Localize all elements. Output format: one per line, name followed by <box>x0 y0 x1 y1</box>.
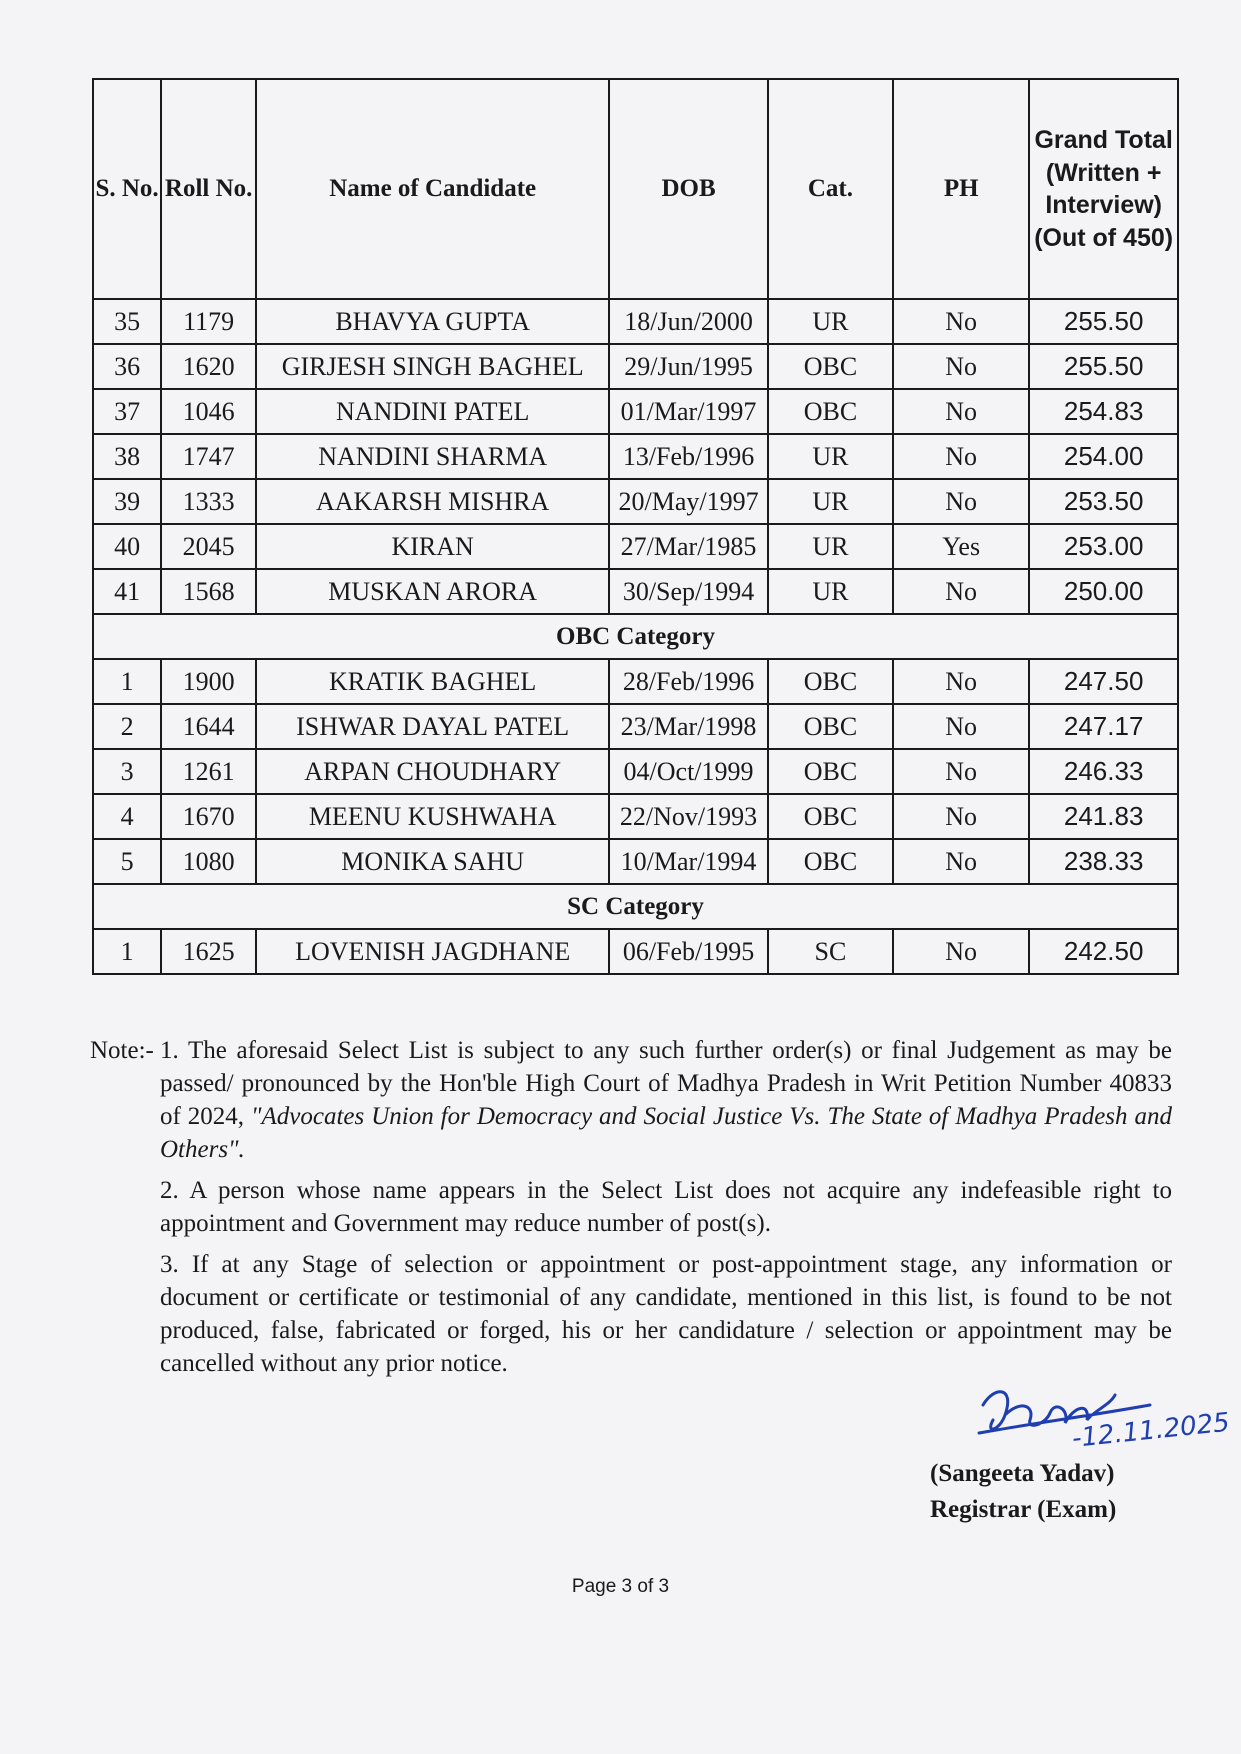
page-number: Page 3 of 3 <box>571 1576 670 1597</box>
cell-grand-total: 254.83 <box>1029 389 1178 434</box>
cell-grand-total: 246.33 <box>1029 749 1178 794</box>
table-row <box>93 389 1178 434</box>
handwritten-signature <box>975 1375 1235 1455</box>
cell-roll: 1747 <box>161 434 256 479</box>
cell-dob: 28/Feb/1996 <box>609 659 768 704</box>
table-row <box>93 344 1178 389</box>
cell-grand-total: 242.50 <box>1029 929 1178 974</box>
cell-sno: 1 <box>93 929 161 974</box>
header-dob: DOB <box>609 79 768 299</box>
cell-grand-total: 247.17 <box>1029 704 1178 749</box>
cell-ph: No <box>893 569 1029 614</box>
signatory-block <box>930 1456 1116 1528</box>
table-row <box>93 794 1178 839</box>
obc-rows <box>93 659 1178 884</box>
cell-sno: 3 <box>93 749 161 794</box>
cell-dob: 18/Jun/2000 <box>609 299 768 344</box>
cell-ph: No <box>893 749 1029 794</box>
cell-candidate-name: AAKARSH MISHRA <box>256 479 609 524</box>
cell-dob: 27/Mar/1985 <box>609 524 768 569</box>
cell-roll: 1333 <box>161 479 256 524</box>
cell-sno: 5 <box>93 839 161 884</box>
sc-section <box>93 884 1178 929</box>
cell-roll: 1080 <box>161 839 256 884</box>
cell-sno: 39 <box>93 479 161 524</box>
notes-section <box>90 1034 1172 1388</box>
table-row <box>93 839 1178 884</box>
cell-sno: 2 <box>93 704 161 749</box>
cell-sno: 4 <box>93 794 161 839</box>
table-row <box>93 929 1178 974</box>
cell-candidate-name: KRATIK BAGHEL <box>256 659 609 704</box>
cell-roll: 1670 <box>161 794 256 839</box>
cell-ph: No <box>893 389 1029 434</box>
note-lead: Note:- <box>90 1037 154 1064</box>
cell-sno: 40 <box>93 524 161 569</box>
cell-dob: 22/Nov/1993 <box>609 794 768 839</box>
cell-category: OBC <box>768 749 893 794</box>
cell-sno: 37 <box>93 389 161 434</box>
cell-category: OBC <box>768 389 893 434</box>
cell-grand-total: 253.00 <box>1029 524 1178 569</box>
cell-roll: 1900 <box>161 659 256 704</box>
ur-rows <box>93 299 1178 614</box>
table-row <box>93 659 1178 704</box>
note-1 <box>90 1034 1172 1166</box>
table-row <box>93 434 1178 479</box>
cell-grand-total: 253.50 <box>1029 479 1178 524</box>
cell-grand-total: 250.00 <box>1029 569 1178 614</box>
cell-roll: 1620 <box>161 344 256 389</box>
note-1-case-title: "Advocates Union for Democracy and Social Justice Vs. The State of Madhya Pradesh and Others". <box>160 1103 1172 1163</box>
cell-roll: 1179 <box>161 299 256 344</box>
cell-roll: 1568 <box>161 569 256 614</box>
cell-grand-total: 241.83 <box>1029 794 1178 839</box>
cell-candidate-name: LOVENISH JAGDHANE <box>256 929 609 974</box>
table-row <box>93 299 1178 344</box>
cell-grand-total: 254.00 <box>1029 434 1178 479</box>
cell-category: SC <box>768 929 893 974</box>
cell-dob: 01/Mar/1997 <box>609 389 768 434</box>
cell-dob: 23/Mar/1998 <box>609 704 768 749</box>
cell-grand-total: 238.33 <box>1029 839 1178 884</box>
cell-category: OBC <box>768 659 893 704</box>
note-1-text: 1. The aforesaid Select List is subject to any such further order(s) or final Judgement as may be passed/ pronounced by the Hon'ble High Court of Madhya Pradesh in Writ Petition Number 40833 of 2024, <box>160 1037 1172 1130</box>
sc-category-heading: SC Category <box>93 884 1178 929</box>
header-ph: PH <box>893 79 1029 299</box>
cell-category: OBC <box>768 839 893 884</box>
cell-candidate-name: GIRJESH SINGH BAGHEL <box>256 344 609 389</box>
cell-dob: 30/Sep/1994 <box>609 569 768 614</box>
cell-candidate-name: MONIKA SAHU <box>256 839 609 884</box>
cell-candidate-name: ISHWAR DAYAL PATEL <box>256 704 609 749</box>
cell-candidate-name: NANDINI SHARMA <box>256 434 609 479</box>
signature-date: -12.11.2025 <box>1070 1407 1232 1454</box>
cell-sno: 36 <box>93 344 161 389</box>
header-name: Name of Candidate <box>256 79 609 299</box>
cell-ph: No <box>893 929 1029 974</box>
cell-dob: 06/Feb/1995 <box>609 929 768 974</box>
table-row <box>93 524 1178 569</box>
table-row <box>93 569 1178 614</box>
note-2 <box>90 1174 1172 1240</box>
cell-ph: No <box>893 434 1029 479</box>
cell-ph: No <box>893 794 1029 839</box>
cell-category: UR <box>768 434 893 479</box>
cell-ph: No <box>893 659 1029 704</box>
cell-candidate-name: ARPAN CHOUDHARY <box>256 749 609 794</box>
cell-sno: 35 <box>93 299 161 344</box>
cell-roll: 1644 <box>161 704 256 749</box>
note-3-text: 3. If at any Stage of selection or appointment or post-appointment stage, any information or document or certificate or testimonial of any candidate, mentioned in this list, is found to be not produced, false, fabricated or forged, his or her candidature / selection or appointment may be cancelled without any prior notice. <box>160 1251 1172 1377</box>
cell-grand-total: 247.50 <box>1029 659 1178 704</box>
cell-candidate-name: MEENU KUSHWAHA <box>256 794 609 839</box>
header-cat: Cat. <box>768 79 893 299</box>
table-row <box>93 704 1178 749</box>
signatory-designation: Registrar (Exam) <box>930 1496 1117 1523</box>
cell-candidate-name: BHAVYA GUPTA <box>256 299 609 344</box>
cell-category: OBC <box>768 704 893 749</box>
cell-category: OBC <box>768 344 893 389</box>
cell-grand-total: 255.50 <box>1029 344 1178 389</box>
cell-grand-total: 255.50 <box>1029 299 1178 344</box>
cell-candidate-name: MUSKAN ARORA <box>256 569 609 614</box>
cell-sno: 38 <box>93 434 161 479</box>
select-list-table <box>92 78 1179 975</box>
cell-dob: 20/May/1997 <box>609 479 768 524</box>
obc-category-row <box>93 614 1178 659</box>
obc-section <box>93 614 1178 659</box>
cell-ph: No <box>893 704 1029 749</box>
cell-ph: Yes <box>893 524 1029 569</box>
cell-roll: 1261 <box>161 749 256 794</box>
note-3 <box>90 1248 1172 1380</box>
cell-dob: 13/Feb/1996 <box>609 434 768 479</box>
table-header-row <box>93 79 1178 299</box>
cell-sno: 41 <box>93 569 161 614</box>
cell-ph: No <box>893 299 1029 344</box>
note-2-text: 2. A person whose name appears in the Select List does not acquire any indefeasible right to appointment and Government may reduce number of post(s). <box>160 1177 1172 1237</box>
signatory-name: (Sangeeta Yadav) <box>930 1460 1115 1487</box>
cell-candidate-name: KIRAN <box>256 524 609 569</box>
cell-ph: No <box>893 344 1029 389</box>
obc-category-heading: OBC Category <box>93 614 1178 659</box>
cell-roll: 2045 <box>161 524 256 569</box>
sc-rows <box>93 929 1178 974</box>
table-row <box>93 479 1178 524</box>
cell-sno: 1 <box>93 659 161 704</box>
cell-ph: No <box>893 479 1029 524</box>
cell-category: UR <box>768 299 893 344</box>
header-grand-total: Grand Total (Written + Interview) (Out of 450) <box>1029 79 1178 299</box>
cell-category: UR <box>768 479 893 524</box>
header-roll: Roll No. <box>161 79 256 299</box>
cell-dob: 29/Jun/1995 <box>609 344 768 389</box>
table-row <box>93 749 1178 794</box>
cell-roll: 1625 <box>161 929 256 974</box>
cell-candidate-name: NANDINI PATEL <box>256 389 609 434</box>
cell-roll: 1046 <box>161 389 256 434</box>
cell-category: UR <box>768 524 893 569</box>
cell-dob: 10/Mar/1994 <box>609 839 768 884</box>
cell-category: OBC <box>768 794 893 839</box>
sc-category-row <box>93 884 1178 929</box>
cell-dob: 04/Oct/1999 <box>609 749 768 794</box>
cell-ph: No <box>893 839 1029 884</box>
cell-category: UR <box>768 569 893 614</box>
header-sno: S. No. <box>93 79 161 299</box>
